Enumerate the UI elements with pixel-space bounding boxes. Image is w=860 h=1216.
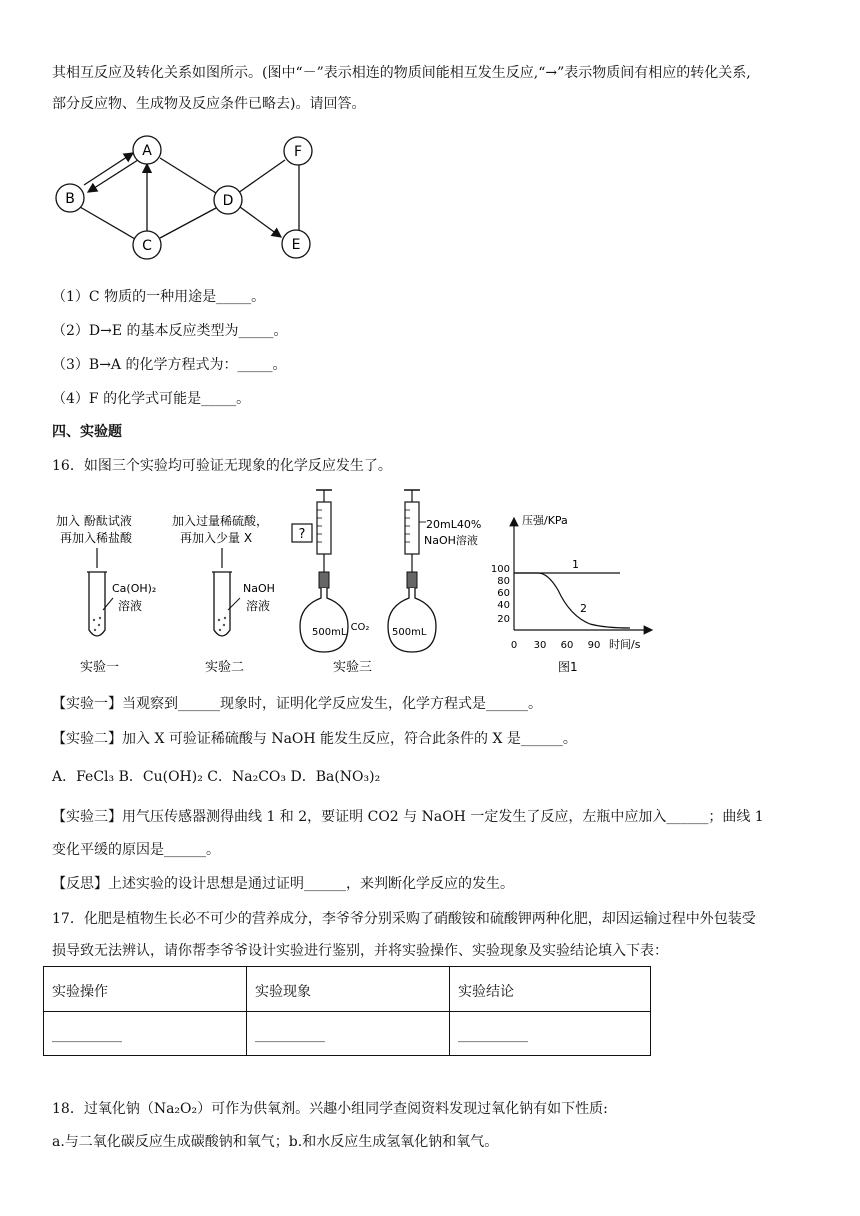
node-d — [214, 186, 242, 214]
exp1-side-2: 溶液 — [118, 599, 143, 613]
option-a: A．FeCl₃ B． — [52, 769, 143, 785]
ytick-100: 100 — [490, 564, 510, 575]
exp2-top-1: 加入过量稀硫酸， — [172, 514, 269, 528]
relation-diagram — [0, 0, 860, 300]
node-e — [282, 230, 310, 258]
options-line — [52, 766, 380, 786]
exp3-label-1: 20mL40% — [426, 518, 482, 531]
graph-caption: 图1 — [558, 660, 578, 674]
experiment-1 — [56, 513, 156, 675]
node-b — [56, 184, 84, 212]
exp3-text-2: 变化平缓的原因是______。 — [52, 842, 220, 858]
intro-line-2: 部分反应物、生成物及反应条件已略去)。请回答。 — [52, 96, 366, 112]
curve-2-label: 2 — [580, 602, 587, 615]
xtick-90: 90 — [587, 640, 601, 651]
edge-b-c — [80, 207, 135, 239]
q17-table — [43, 966, 651, 1056]
exp2-side-1: NaOH — [243, 582, 275, 595]
exp3-left-stopper — [319, 572, 329, 588]
edge-a-to-b — [88, 160, 138, 192]
node-c — [133, 231, 161, 259]
edge-d-f — [238, 160, 285, 193]
ytick-80: 80 — [497, 576, 510, 587]
exp3-gas: CO₂ — [350, 622, 370, 633]
exp2-liquid — [218, 617, 226, 631]
xtick-30: 30 — [533, 640, 547, 651]
edge-b-to-a — [84, 153, 133, 185]
curve-2 — [514, 573, 630, 628]
node-a — [133, 136, 161, 164]
exp3-flask-left: 500mL — [312, 627, 347, 638]
graph-ylabel: 压强/KPa — [522, 514, 568, 527]
node-f — [284, 137, 312, 165]
q18-text-1: 18．过氧化钠（Na₂O₂）可作为供氧剂。兴趣小组同学查阅资料发现过氧化钠有如下性质: — [52, 1101, 608, 1117]
exp1-caption: 实验一 — [80, 660, 120, 675]
experiment-figures — [0, 480, 860, 680]
reflect-text: 【反思】上述实验的设计思想是通过证明______，来判断化学反应的发生。 — [52, 876, 514, 892]
exp3-qmark: ? — [298, 527, 306, 542]
option-b-formula: Cu(OH)₂ — [142, 769, 203, 785]
exp1-top-2: 再加入稀盐酸 — [60, 531, 133, 545]
q15-3: （3）B→A 的化学方程式为：_____。 — [52, 357, 287, 373]
q18-text-2: a.与二氧化碳反应生成碳酸钠和氧气；b.和水反应生成氢氧化钠和氧气。 — [52, 1134, 499, 1150]
exp3-text-1: 【实验三】用气压传感器测得曲线 1 和 2，要证明 CO2 与 NaOH 一定发生了反应，左瓶中应加入______；曲线 1 — [52, 809, 764, 825]
exp1-side-1: Ca(OH)₂ — [112, 582, 157, 595]
table-header-operation: 实验操作 — [52, 984, 108, 1000]
intro-line-1: 其相互反应及转化关系如图所示。(图中“－”表示相连的物质间能相互发生反应,“→”表示物质间有相应的转化关系, — [52, 65, 751, 81]
exp3-flask-right: 500mL — [392, 627, 427, 638]
q17-text-2: 损导致无法辨认，请你帮李爷爷设计实验进行鉴别，并将实验操作、实验现象及实验结论填入下表： — [52, 943, 668, 959]
option-c: C．Na₂CO₃ D． — [202, 769, 316, 785]
exp3-right-flask — [388, 588, 436, 652]
exp3-right-stopper — [407, 572, 417, 588]
edge-d-to-e — [240, 207, 281, 237]
table-header-phenomenon: 实验现象 — [255, 984, 311, 1000]
experiment-2 — [172, 513, 275, 675]
exp2-test-tube — [214, 572, 230, 636]
exp2-caption: 实验二 — [205, 660, 245, 675]
node-b-label: B — [65, 191, 75, 207]
q17-text-1: 17．化肥是植物生长必不可少的营养成分，李爷爷分别采购了硝酸铵和硫酸钾两种化肥，却因运输过程中外包装受 — [52, 911, 756, 927]
ytick-20: 20 — [497, 614, 510, 625]
experiment-3 — [292, 490, 481, 675]
exp2-text: 【实验二】加入 X 可验证稀硫酸与 NaOH 能发生反应，符合此条件的 X 是______。 — [52, 731, 577, 747]
graph-xlabel: 时间/s — [609, 638, 641, 651]
table-blank-conclusion: __________ — [458, 1027, 528, 1043]
node-e-label: E — [291, 237, 301, 253]
exp1-text: 【实验一】当观察到______现象时，证明化学反应发生，化学方程式是______。 — [52, 696, 542, 712]
q16-stem: 16．如图三个实验均可验证无现象的化学反应发生了。 — [52, 458, 392, 474]
exp2-side-2: 溶液 — [246, 599, 271, 613]
exp3-label-2: NaOH溶液 — [424, 534, 478, 547]
table-header-conclusion: 实验结论 — [458, 984, 514, 1000]
exp1-top-1: 加入 酚酞试液 — [56, 514, 132, 528]
xtick-0: 0 — [510, 640, 518, 651]
node-d-label: D — [222, 193, 234, 209]
edge-c-d — [160, 208, 216, 238]
ytick-40: 40 — [497, 600, 510, 611]
exp1-liquid — [93, 617, 101, 631]
exp3-left-flask — [300, 588, 348, 652]
section-heading: 四、实验题 — [52, 424, 122, 440]
exp3-caption: 实验三 — [333, 660, 373, 675]
option-d-formula: Ba(NO₃)₂ — [315, 769, 381, 785]
exp2-top-2: 再加入少量 X — [180, 531, 253, 545]
q15-4: （4）F 的化学式可能是_____。 — [52, 391, 251, 407]
node-a-label: A — [142, 143, 152, 159]
exp1-test-tube — [89, 572, 105, 636]
node-f-label: F — [293, 144, 303, 160]
table-blank-phenomenon: __________ — [255, 1027, 325, 1043]
node-c-label: C — [142, 238, 152, 254]
q15-2: （2）D→E 的基本反应类型为_____。 — [52, 323, 288, 339]
curve-1-label: 1 — [572, 558, 579, 571]
table-blank-operation: __________ — [52, 1027, 122, 1043]
xtick-60: 60 — [560, 640, 574, 651]
pressure-graph — [491, 514, 652, 674]
ytick-60: 60 — [497, 588, 510, 599]
edge-a-d — [160, 158, 216, 193]
q15-1: （1）C 物质的一种用途是_____。 — [52, 289, 266, 305]
